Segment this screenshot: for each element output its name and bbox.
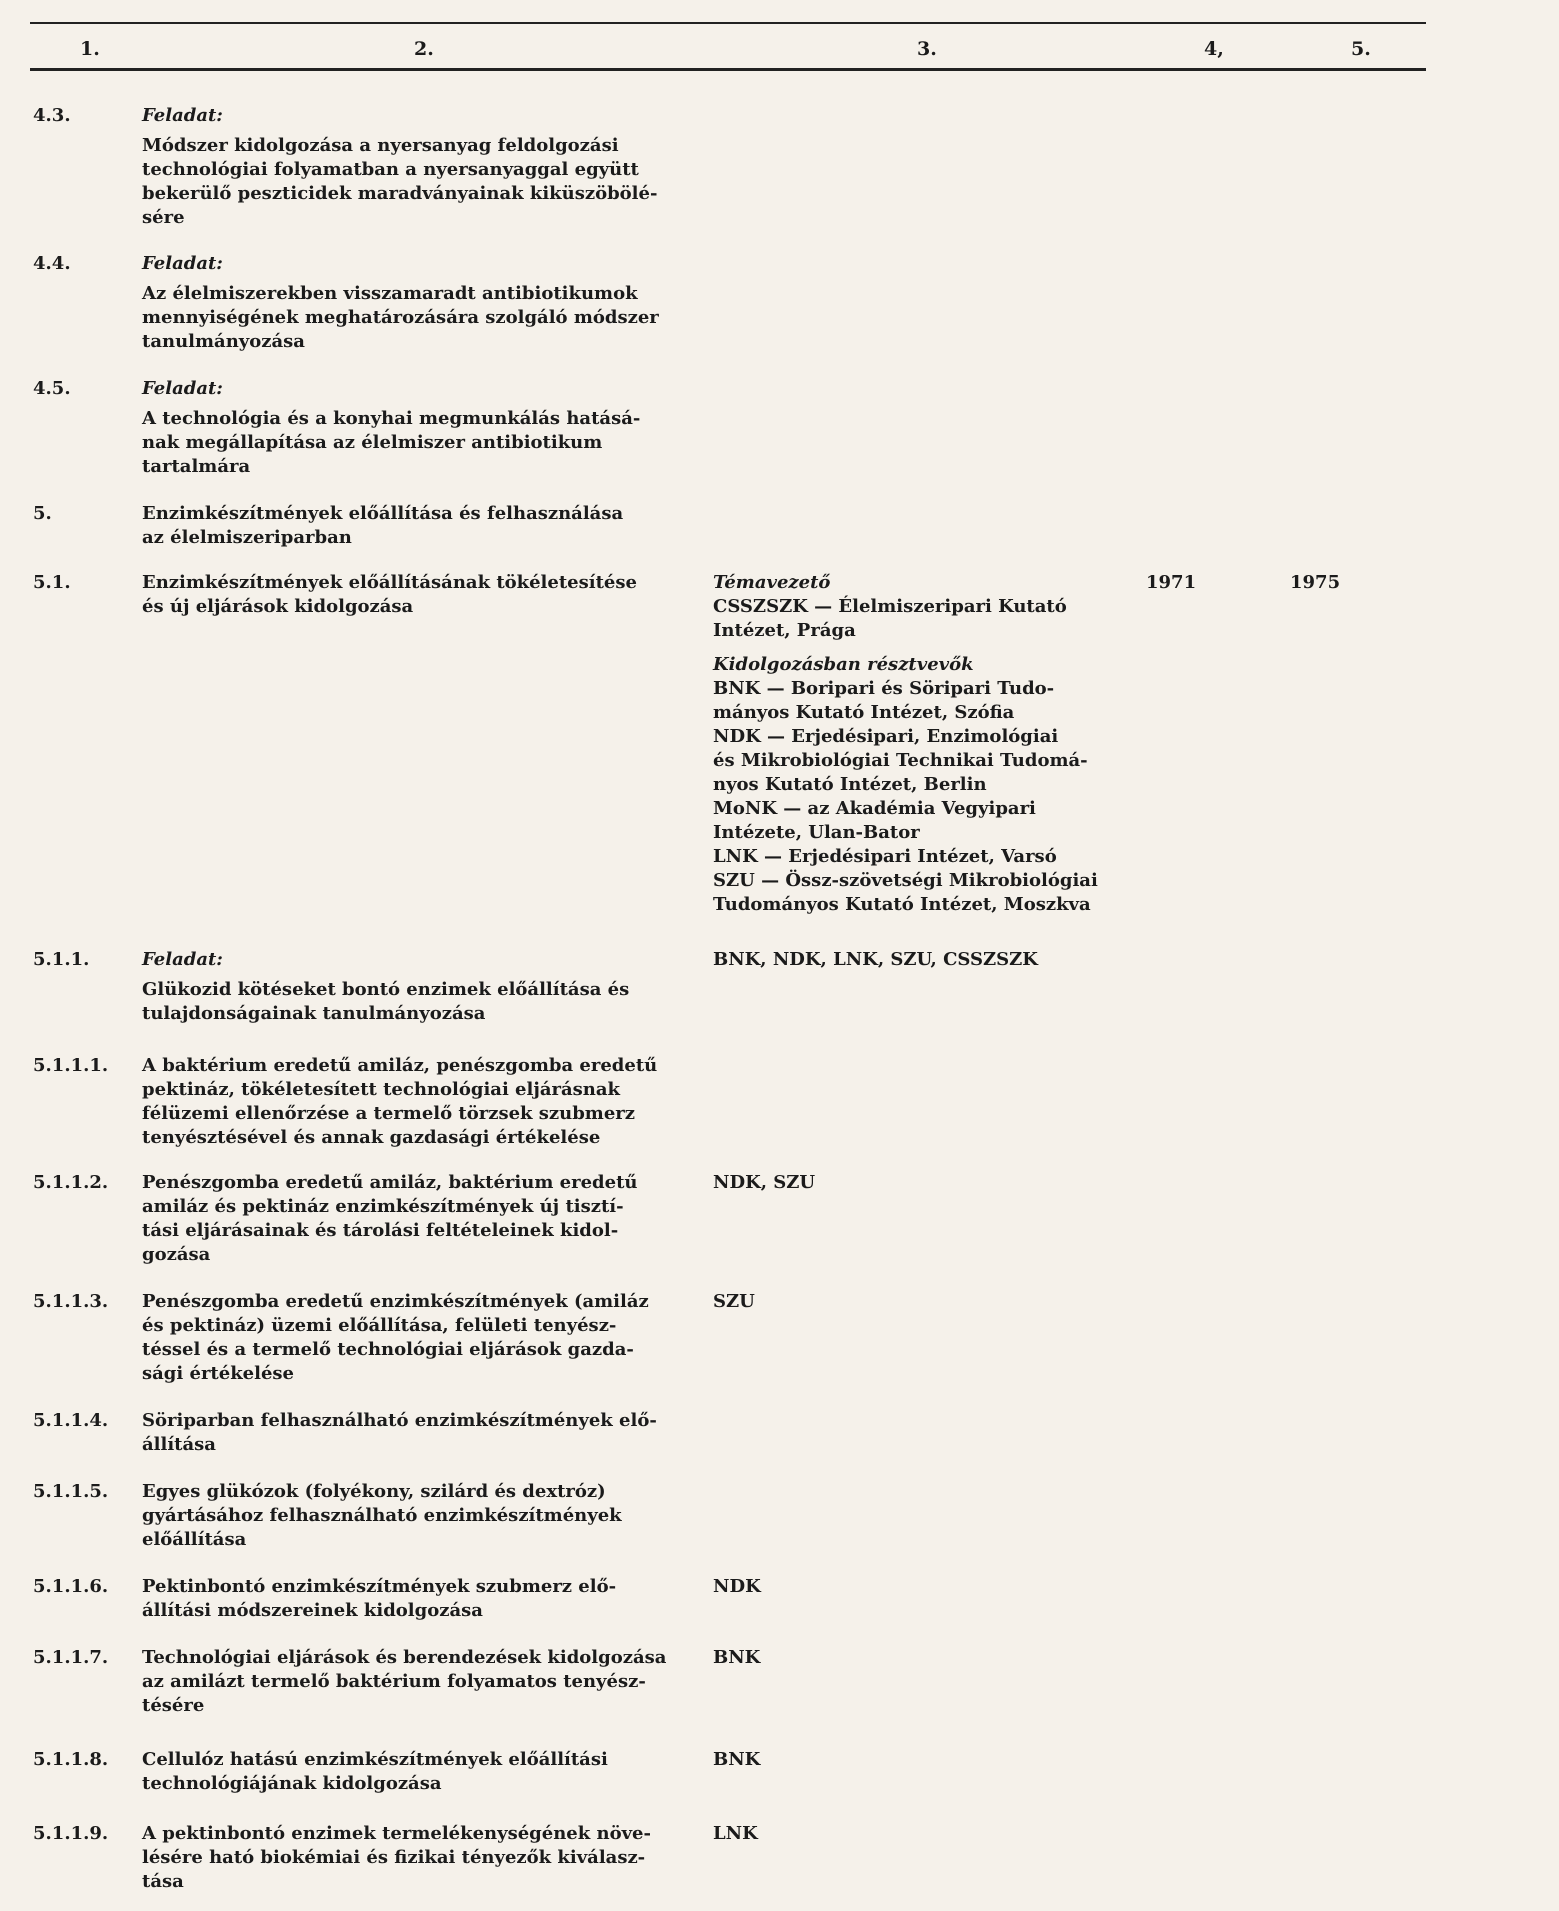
row-number: 5.1.1.6. [33, 1576, 109, 1597]
row-number: 5.1. [33, 572, 71, 593]
header-col-3: 3. [917, 38, 937, 60]
row-number: 5.1.1. [33, 949, 90, 970]
row-number: 5.1.1.5. [33, 1481, 109, 1502]
task-text: Az élelmiszerekben visszamaradt antibiotikumok mennyiségének meghatározására szolgáló módszer tanulmányozása [142, 283, 659, 352]
task-label: Feladat: [142, 105, 223, 126]
row-number: 5.1.1.8. [33, 1749, 109, 1770]
header-bottom-rule [30, 68, 1426, 71]
participants-cell: NDK, SZU [713, 1172, 816, 1193]
row-number: 5.1.1.2. [33, 1172, 109, 1193]
header-col-1: 1. [80, 38, 100, 60]
row-description [142, 1480, 694, 1552]
participants-cell: LNK [713, 1823, 758, 1844]
row-description [142, 1822, 694, 1894]
task-text: Penészgomba eredetű amiláz, baktérium eredetű amiláz és pektináz enzimkészítmények új tisztí- tási eljárásainak és tárolási feltételeinek kidol- gozása [142, 1172, 638, 1265]
task-label: Feladat: [142, 378, 223, 399]
row-description [142, 1646, 694, 1718]
participants-cell: BNK [713, 1749, 761, 1770]
row-number: 5.1.1.1. [33, 1055, 109, 1076]
row-number: 5.1.1.4. [33, 1410, 109, 1431]
task-text: Penészgomba eredetű enzimkészítmények (amiláz és pektináz) üzemi előállítása, felületi tenyész- téssel és a termelő technológiai eljárások gazda- sági értékelése [142, 1291, 649, 1384]
task-text: Módszer kidolgozása a nyersanyag feldolgozási technológiai folyamatban a nyersanyaggal együtt bekerülő peszticidek maradványainak kiküszöbölé- sére [142, 135, 658, 228]
top-rule [30, 22, 1426, 24]
task-text: Technológiai eljárások és berendezések kidolgozása az amilázt termelő baktérium folyamatos tenyész- tésére [142, 1647, 667, 1716]
task-text: Cellulóz hatású enzimkészítmények előállítási technológiájának kidolgozása [142, 1749, 608, 1794]
participants-cell: BNK [713, 1647, 761, 1668]
row-number: 4.3. [33, 105, 71, 126]
task-text: A technológia és a konyhai megmunkálás hatásá- nak megállapítása az élelmiszer antibiotikum tartalmára [142, 408, 641, 477]
participants-cell: NDK [713, 1576, 761, 1597]
start-year: 1971 [1146, 572, 1197, 593]
lead-institute: CSSZSZK — Élelmiszeripari Kutató Intézet, Prága [713, 596, 1067, 641]
row-description [142, 1409, 694, 1457]
task-text: Glükozid kötéseket bontó enzimek előállítása és tulajdonságainak tanulmányozása [142, 979, 630, 1024]
row-number: 5.1.1.9. [33, 1823, 109, 1844]
row-description [142, 252, 694, 354]
header-col-5: 5. [1351, 38, 1371, 60]
lead-label: Témavezető [713, 572, 831, 593]
task-text: Enzimkészítmények előállítása és felhasználása az élelmiszeriparban [142, 503, 624, 548]
header-col-2: 2. [414, 38, 434, 60]
header-col-4: 4, [1204, 38, 1224, 60]
participants-label: Kidolgozásban résztvevők [713, 654, 974, 675]
row-description [142, 104, 694, 230]
participants-list: BNK — Boripari és Söripari Tudo- mányos Kutató Intézet, Szófia NDK — Erjedésipari, Enzimológiai és Mikrobiológiai Technikai Tudomá- nyos Kutató Intézet, Berlin MoNK — az Akadémia Vegyipari Intézete, Ulan-Bator LNK — Erjedésipari Intézet, Varsó SZU — Össz-szövetségi Mikrobiológiai Tudományos Kutató Intézet, Moszkva [713, 678, 1098, 915]
end-year: 1975 [1290, 572, 1341, 593]
row-description [142, 948, 694, 1026]
task-text: Pektinbontó enzimkészítmények szubmerz elő- állítási módszereinek kidolgozása [142, 1576, 617, 1621]
row-description [142, 502, 694, 550]
row-description [142, 1054, 694, 1150]
task-text: A baktérium eredetű amiláz, penészgomba eredetű pektináz, tökéletesített technológiai eljárásnak félüzemi ellenőrzése a termelő törzsek szubmerz tenyésztésével és annak gazdasági értékelése [142, 1055, 658, 1148]
row-description [142, 571, 694, 619]
task-text: Egyes glükózok (folyékony, szilárd és dextróz) gyártásához felhasználható enzimkészítmények előállítása [142, 1481, 622, 1550]
row-description [142, 1171, 694, 1267]
task-text: A pektinbontó enzimek termelékenységének növe- lésére ható biokémiai és fizikai tényezők kiválasz- tása [142, 1823, 651, 1892]
row-number: 5. [33, 503, 52, 524]
row-description [142, 1575, 694, 1623]
row-number: 5.1.1.3. [33, 1291, 109, 1312]
row-description [142, 1748, 694, 1796]
task-text: Söriparban felhasználható enzimkészítmények elő- állítása [142, 1410, 657, 1455]
row-number: 4.5. [33, 378, 71, 399]
participants-cell: BNK, NDK, LNK, SZU, CSSZSZK [713, 949, 1038, 970]
row-number: 5.1.1.7. [33, 1647, 109, 1668]
task-label: Feladat: [142, 949, 223, 970]
row-description [142, 377, 694, 479]
task-label: Feladat: [142, 253, 223, 274]
task-text: Enzimkészítmények előállításának tökéletesítése és új eljárások kidolgozása [142, 572, 637, 617]
participants-cell: SZU [713, 1291, 755, 1312]
row-number: 4.4. [33, 253, 71, 274]
participants-cell [713, 571, 1173, 917]
row-description [142, 1290, 694, 1386]
